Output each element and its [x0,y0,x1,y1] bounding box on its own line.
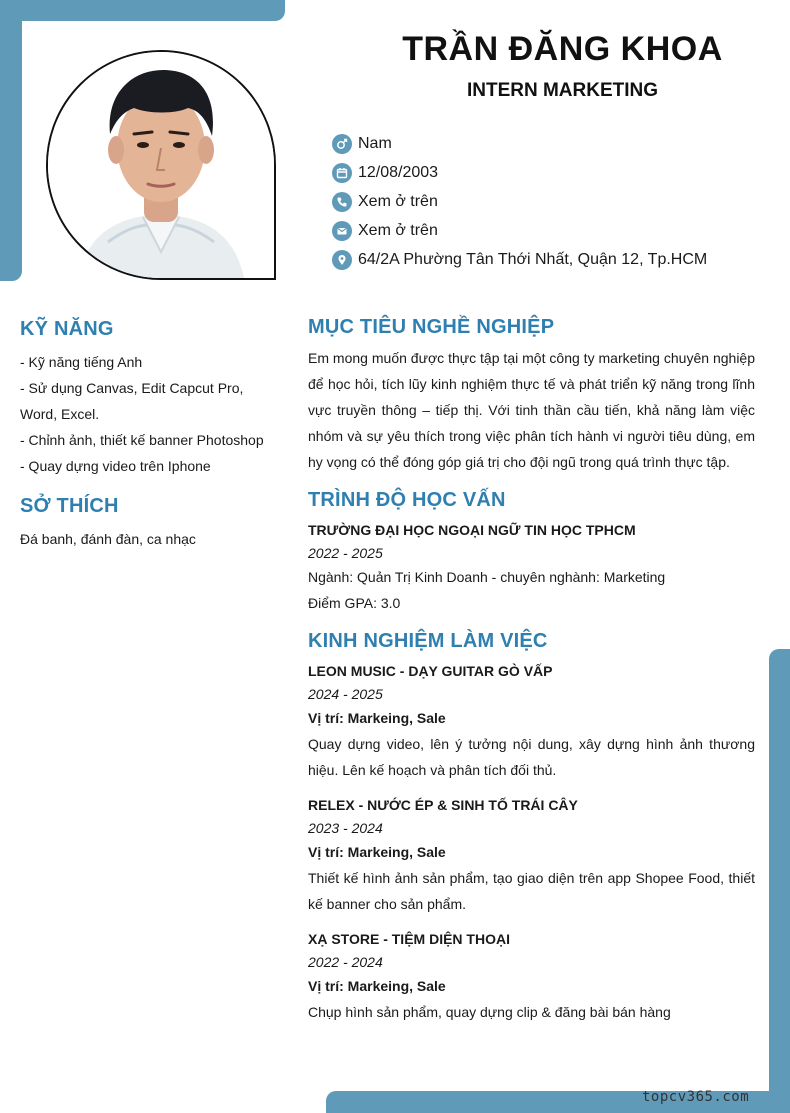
skill-item: - Sử dụng Canvas, Edit Capcut Pro, Word, Excel. [20,380,244,422]
job-position: Vị trí: Markeing, Sale [308,710,446,726]
corner-bar-left [0,0,22,281]
job-position: Vị trí: Markeing, Sale [308,978,446,994]
education-period: 2022 - 2025 [308,545,383,561]
contact-text: 64/2A Phường Tân Thới Nhất, Quận 12, Tp.HCM [358,250,708,268]
gender-icon [332,134,352,154]
location-pin-icon [332,250,352,270]
job-entry [308,659,755,783]
school-name: TRƯỜNG ĐẠI HỌC NGOẠI NGỮ TIN HỌC TPHCM [308,522,636,538]
watermark: topcv365.com [642,1089,750,1105]
contact-email[interactable] [332,216,707,245]
job-description: Quay dựng video, lên ý tưởng nội dung, xây dựng hình ảnh thương hiệu. Lên kế hoạch và phân tích đối thủ. [308,736,755,778]
education-major: Ngành: Quản Trị Kinh Doanh - chuyên nghành: Marketing [308,569,666,585]
job-period: 2023 - 2024 [308,820,383,836]
education-gpa: Điểm GPA: 3.0 [308,595,401,611]
contact-gender [332,129,707,158]
experience-heading: KINH NGHIỆM LÀM VIỆC [308,630,548,652]
education-heading: TRÌNH ĐỘ HỌC VẤN [308,489,506,511]
objective-heading: MỤC TIÊU NGHỀ NGHIỆP [308,316,555,338]
job-company: XẠ STORE - TIỆM DIỆN THOẠI [308,931,510,947]
job-position: Vị trí: Markeing, Sale [308,844,446,860]
mail-icon [332,221,352,241]
profile-photo [46,50,276,280]
contact-text: Xem ở trên [358,192,438,210]
job-entry [308,793,755,917]
left-column [20,318,282,552]
skill-item: - Kỹ năng tiếng Anh [20,354,143,370]
objective-text: Em mong muốn được thực tập tại một công ty marketing chuyên nghiệp để học hỏi, tích lũy kinh nghiệm thực tế và phát triển kỹ năng trong lĩnh vực truyền thông – tiếp thị. Với tinh thần cầu tiến, khả năng làm việc nhóm và sự yêu thích trong việc phân tích hành vi người tiêu dùng, em hy vọng có thể đóng góp giá trị cho đội ngũ trong quá trình thực tập. [308,350,755,470]
skill-item: - Quay dựng video trên Iphone [20,458,211,474]
job-description: Thiết kế hình ảnh sản phẩm, tạo giao diện trên app Shopee Food, thiết kế banner cho sản phẩm. [308,870,755,912]
phone-icon [332,192,352,212]
corner-bar-top [0,0,285,21]
skills-heading: KỸ NĂNG [20,318,114,340]
contact-text: Xem ở trên [358,221,438,239]
corner-bar-right [769,649,790,1113]
contact-text: Nam [358,134,392,152]
job-period: 2024 - 2025 [308,686,383,702]
job-title: INTERN MARKETING [466,80,659,101]
contact-birthday [332,158,707,187]
job-company: LEON MUSIC - DẠY GUITAR GÒ VẤP [308,663,553,679]
job-description: Chụp hình sản phẩm, quay dựng clip & đăng bài bán hàng [308,1004,671,1020]
hobbies-heading: SỞ THÍCH [20,495,119,517]
candidate-name: TRẦN ĐĂNG KHOA [402,30,723,68]
experience-section [308,630,755,1025]
hobbies-text: Đá banh, đánh đàn, ca nhạc [20,531,196,547]
skill-item: - Chỉnh ảnh, thiết kế banner Photoshop [20,432,264,448]
contact-list [332,129,707,274]
job-period: 2022 - 2024 [308,954,383,970]
calendar-icon [332,163,352,183]
job-company: RELEX - NƯỚC ÉP & SINH TỐ TRÁI CÂY [308,797,578,813]
contact-address [332,245,707,274]
education-section [308,489,755,616]
contact-text: 12/08/2003 [358,163,439,181]
contact-phone[interactable] [332,187,707,216]
job-entry [308,927,755,1025]
right-column [308,316,755,1025]
